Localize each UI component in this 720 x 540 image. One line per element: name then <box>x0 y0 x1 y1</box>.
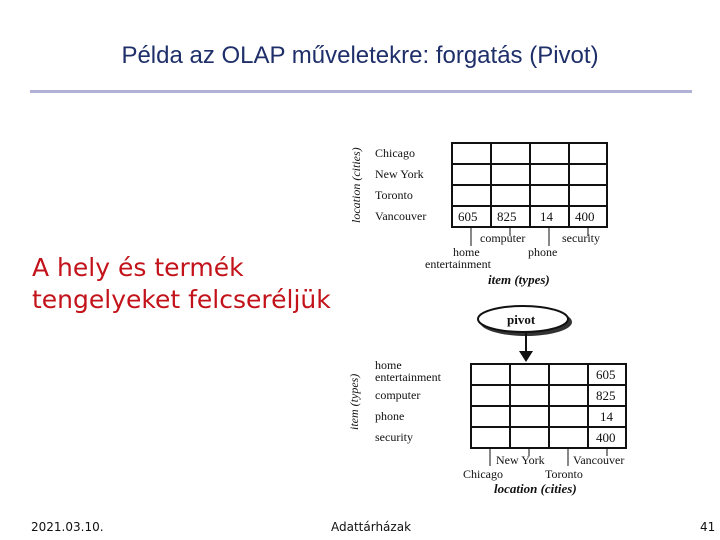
top-col-label: home <box>453 245 480 259</box>
top-row-label: New York <box>375 167 424 181</box>
top-pivot-table <box>349 143 607 287</box>
bottom-value-cell: 825 <box>596 388 616 403</box>
bottom-value-cell: 605 <box>596 367 616 382</box>
bottom-row-label: entertainment <box>375 370 441 384</box>
footer-title: Adattárházak <box>331 520 412 534</box>
bottom-row-label: security <box>375 430 413 444</box>
top-value-cell: 605 <box>458 209 478 224</box>
bottom-col-label: New York <box>496 453 545 467</box>
top-value-cell: 14 <box>540 209 553 224</box>
bottom-axis-label: item (types) <box>347 373 361 430</box>
top-row-label: Chicago <box>375 146 415 160</box>
body-line-2: tengelyeket felcseréljük <box>32 285 331 314</box>
top-row-label: Vancouver <box>375 209 427 223</box>
bottom-col-label: Toronto <box>545 467 583 481</box>
bottom-row-label: home <box>375 358 402 372</box>
bottom-value-cell: 400 <box>596 430 616 445</box>
bottom-pivot-table <box>347 358 626 496</box>
bottom-col-label: Chicago <box>463 467 503 481</box>
slide-title: Példa az OLAP műveletekre: forgatás (Pivot) <box>121 42 599 69</box>
top-col-label: entertainment <box>425 257 491 271</box>
top-col-label: phone <box>528 245 558 259</box>
top-value-cell: 400 <box>575 209 595 224</box>
bottom-row-label: phone <box>375 409 405 423</box>
pivot-label: pivot <box>507 312 536 327</box>
top-value-cell: 825 <box>497 209 517 224</box>
bottom-col-label: Vancouver <box>573 453 625 467</box>
top-col-label: security <box>562 231 600 245</box>
page-number: 41 <box>700 520 716 534</box>
body-line-1: A hely és termék <box>32 253 244 282</box>
footer-date: 2021.03.10. <box>31 520 104 534</box>
top-row-label: Toronto <box>375 188 413 202</box>
top-col-label: computer <box>480 231 526 245</box>
bottom-row-label: computer <box>375 388 421 402</box>
arrow-down-icon <box>519 351 533 362</box>
bottom-value-cell: 14 <box>600 409 613 424</box>
bottom-axis-title: location (cities) <box>494 481 577 496</box>
top-axis-title: item (types) <box>488 272 550 287</box>
pivot-operation <box>478 306 572 362</box>
top-axis-label: location (cities) <box>349 147 363 223</box>
